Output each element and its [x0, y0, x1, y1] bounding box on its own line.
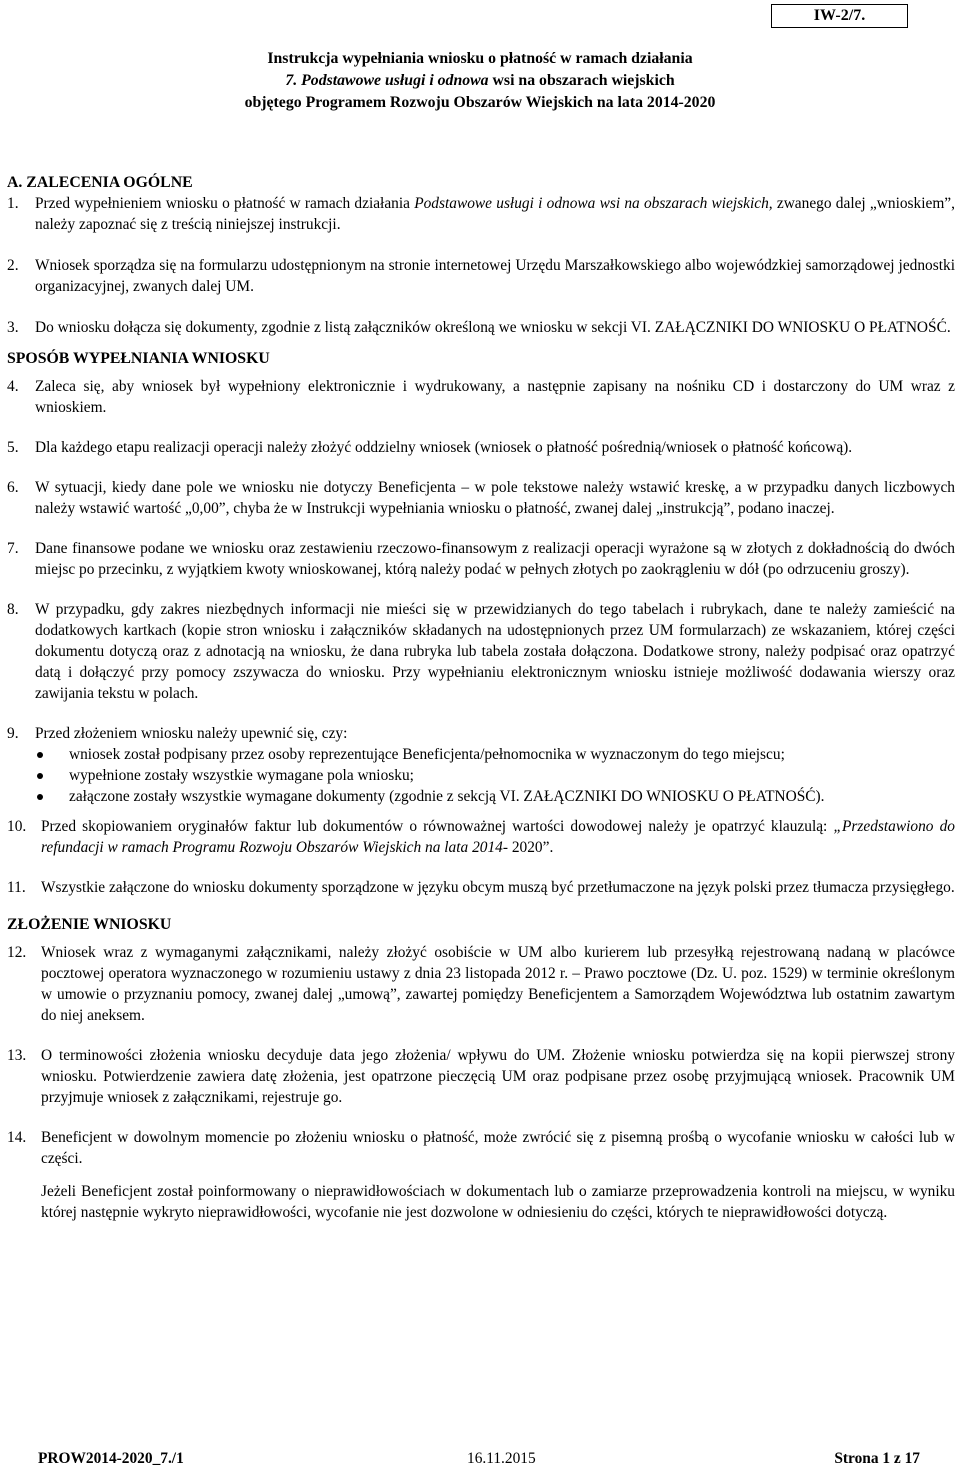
item-text: W sytuacji, kiedy dane pole we wniosku nie dotyczy Beneficjenta – w pole tekstowe należy wstawić kreskę, a w przypadku danych liczbowych należy wstawić wartość „0,00”, chyba że w Instrukcji wypełniania wniosku o płatność, zwanej dalej „instrukcją”, podano inaczej.: [35, 479, 955, 517]
title-line-3: objętego Programem Rozwoju Obszarów Wiejskich na lata 2014-2020: [244, 94, 716, 111]
title-line-2: [0, 70, 960, 92]
item-text: Dla każdego etapu realizacji operacji należy złożyć oddzielny wniosek (wniosek o płatność pośrednią/wniosek o płatność końcową).: [35, 439, 853, 456]
checklist: [7, 744, 955, 807]
document-body: [7, 172, 955, 1223]
list-item-9: [7, 723, 955, 744]
item-text: Dane finansowe podane we wniosku oraz zestawieniu rzeczowo-finansowym z realizacji operacji wyrażone są w złotych z dokładnością do dwóch miejsc po przecinku, z wyjątkiem kwoty wnioskowanej, którą należy podać w pełnych złotych po zaokrągleniu w dół (po odrzuceniu groszy).: [35, 540, 955, 578]
item-text: W przypadku, gdy zakres niezbędnych informacji nie mieści się w przewidzianych do tego tabelach i rubrykach, dane te należy zamieścić na dodatkowych kartkach (kopie stron wniosku i załączników składanych na udostępnionych przez UM formularzach) ze wskazaniem, której części dokumentu dotyczą oraz z adnotacją na wniosku, że dana rubryka lub tabela została dołączona. Dodatkowe strony, należy podpisać oraz opatrzyć datą i dołączyć przy pomocy zszywacza do wniosku. Przy wypełnianiu elektronicznym wniosku istnieje możliwość dodawania wierszy oraz zawijania tekstu w polach.: [35, 601, 955, 702]
list-item-7: [7, 538, 955, 580]
item-text: Wniosek sporządza się na formularzu udostępnionym na stronie internetowej Urzędu Marszałkowskiego albo wojewódzkiej samorządowej jednostki organizacyjnej, zwanych dalej UM.: [35, 257, 955, 295]
list-item-3: [7, 317, 955, 338]
list-item-4: [7, 376, 955, 418]
checklist-item: wniosek został podpisany przez osoby reprezentujące Beneficjenta/pełnomocnika w wyznaczonym do tego miejscu;: [7, 744, 955, 765]
list-item-11: [7, 877, 955, 898]
item-text: Wszystkie załączone do wniosku dokumenty sporządzone w języku obcym muszą być przetłumaczone na język polski przez tłumacza przysięgłego.: [41, 879, 955, 896]
item-number: 1.: [7, 195, 19, 212]
item-text: O terminowości złożenia wniosku decyduje data jego złożenia/ wpływu do UM. Złożenie wniosku potwierdza się na kopii pierwszej strony wniosku. Potwierdzenie zawiera datę złożenia, jest opatrzone pieczęcią UM oraz podpisane przez osobę przyjmującą wniosek. Pracownik UM przyjmuje wniosek z załącznikami, rejestruje go.: [41, 1047, 955, 1106]
footer-date: 16.11.2015: [467, 1450, 536, 1467]
item-number: 3.: [7, 319, 19, 336]
item-text: Zaleca się, aby wniosek był wypełniony elektronicznie i wydrukowany, a następnie zapisany na nośniku CD i dostarczony do UM wraz z wnioskiem.: [35, 378, 955, 416]
item-text: Do wniosku dołącza się dokumenty, zgodnie z listą załączników określoną we wniosku w sekcji VI. ZAŁĄCZNIKI DO WNIOSKU O PŁATNOŚĆ.: [35, 319, 951, 336]
title-line-2-italic: 7. Podstawowe usługi i odnowa: [285, 72, 489, 89]
list-item-12: [7, 942, 955, 1026]
list-item-5: [7, 437, 955, 458]
item-text-italic: „Przedstawiono do refundacji w ramach Programu Rozwoju Obszarów Wiejskich na lata 2014-: [41, 818, 955, 856]
list-item-8: [7, 599, 955, 704]
item-text: Wniosek wraz z wymaganymi załącznikami, należy złożyć osobiście w UM albo kurierem lub przesyłką rejestrowaną nadaną w placówce pocztowej operatora wyznaczonego w rozumieniu ustawy z dnia 23 listopada 2012 r. – Prawo pocztowe (Dz. U. poz. 1529) w terminie określonym w umowie o przyznaniu pomocy, zwanej dalej „umową”, zawartej pomiędzy Beneficjentem a Samorządem Województwa lub ostatnim zawartym do niej aneksem.: [41, 944, 955, 1024]
item-number: 7.: [7, 540, 19, 557]
checklist-item: wypełnione zostały wszystkie wymagane pola wniosku;: [7, 765, 955, 786]
section-heading-filling: SPOSÓB WYPEŁNIANIA WNIOSKU: [7, 350, 270, 367]
item-number: 9.: [7, 725, 19, 742]
list-item-6: [7, 477, 955, 519]
footer-document-id: PROW2014-2020_7./1: [38, 1450, 184, 1467]
footer-page-number: Strona 1 z 17: [834, 1450, 920, 1467]
list-item-13: [7, 1045, 955, 1108]
section-heading-general: A. ZALECENIA OGÓLNE: [7, 174, 193, 191]
item-text: Przed wypełnieniem wniosku o płatność w ramach działania: [35, 195, 415, 212]
item-text: Beneficjent w dowolnym momencie po złożeniu wniosku o płatność, może zwrócić się z pisemną prośbą o wycofanie wniosku w całości lub w części.: [41, 1129, 955, 1167]
item-number: 2.: [7, 257, 19, 274]
section-heading-submission: ZŁOŻENIE WNIOSKU: [7, 916, 172, 933]
list-item-10: [7, 816, 955, 858]
list-item-1: [7, 193, 955, 235]
bullet-icon: [37, 773, 43, 779]
list-item-2: [7, 255, 955, 297]
title-line-2-rest: wsi na obszarach wiejskich: [488, 72, 675, 89]
item-text-post: 2020”.: [507, 839, 554, 856]
item-number: 13.: [7, 1047, 27, 1064]
item-text-paragraph-2: Jeżeli Beneficjent został poinformowany o nieprawidłowościach w dokumentach lub o zamiarze przeprowadzenia kontroli na miejscu, w wyniku której następnie wykryto nieprawidłowości, wycofanie nie jest dozwolone w odniesieniu do części, których te nieprawidłowości dotyczą.: [41, 1183, 955, 1221]
item-text-post: zwanego dalej „wnioskiem”, należy zapoznać się z treścią niniejszej instrukcji.: [35, 195, 955, 233]
item-number: 8.: [7, 601, 19, 618]
item-number: 12.: [7, 944, 27, 961]
checklist-item: załączone zostały wszystkie wymagane dokumenty (zgodnie z sekcją VI. ZAŁĄCZNIKI DO WNIOSKU O PŁATNOŚĆ).: [7, 786, 955, 807]
bullet-icon: [37, 794, 43, 800]
document-title: [0, 48, 960, 114]
document-code: IW-2/7.: [771, 4, 908, 28]
item-text: Przed złożeniem wniosku należy upewnić się, czy:: [35, 725, 348, 742]
item-number: 4.: [7, 378, 19, 395]
title-line-1: Instrukcja wypełniania wniosku o płatność w ramach działania: [267, 50, 693, 67]
item-text: Przed skopiowaniem oryginałów faktur lub dokumentów o równoważnej wartości dowodowej należy je opatrzyć klauzulą:: [41, 818, 834, 835]
bullet-icon: [37, 752, 43, 758]
item-number: 5.: [7, 439, 19, 456]
item-number: 11.: [7, 879, 26, 896]
item-number: 6.: [7, 479, 19, 496]
item-text-italic: Podstawowe usługi i odnowa wsi na obszarach wiejskich,: [414, 195, 773, 212]
list-item-14: [7, 1127, 955, 1223]
item-number: 14.: [7, 1129, 27, 1146]
item-number: 10.: [7, 818, 27, 835]
page-footer: [0, 1448, 960, 1468]
